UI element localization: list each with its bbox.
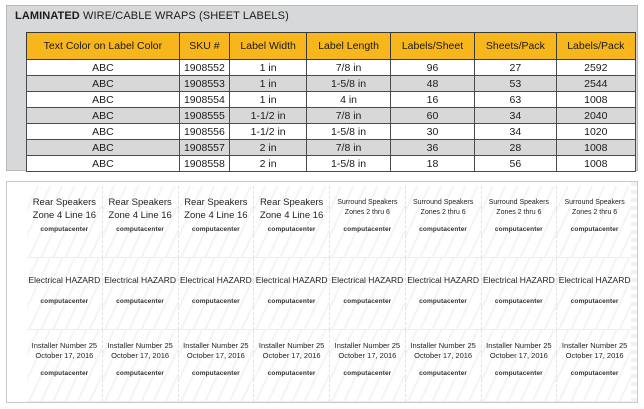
table-cell: 2592 <box>556 60 635 76</box>
label-line-1: Installer Number 25 <box>334 341 401 350</box>
label-line-1: Surround Speakers <box>412 199 474 206</box>
sample-label <box>179 330 255 402</box>
label-sheet <box>6 181 638 403</box>
label-line-2: Zone 4 Line 16 <box>184 210 248 221</box>
table-cell: 34 <box>475 108 556 124</box>
label-line-1: Surround Speakers <box>564 199 625 206</box>
table-cell: 2544 <box>556 76 635 92</box>
label-text <box>27 196 102 222</box>
table-row <box>27 140 636 156</box>
table-cell: 1908553 <box>179 76 229 92</box>
label-text <box>557 198 632 218</box>
label-line-1: Electrical HAZARD <box>28 275 101 285</box>
brand-text: computacenter <box>494 298 543 305</box>
brand-text: computacenter <box>570 226 619 233</box>
table-cell: 7/8 in <box>307 60 391 76</box>
table-cell: 1908556 <box>179 124 229 140</box>
sample-label <box>254 330 330 402</box>
table-cell: 1908557 <box>179 140 229 156</box>
table-row <box>27 108 636 124</box>
sample-label <box>27 186 103 258</box>
sample-label <box>406 330 482 402</box>
label-line-2: Zones 2 thru 6 <box>344 209 390 216</box>
table-cell: 1008 <box>556 92 635 108</box>
column-header: Label Width <box>230 33 307 60</box>
label-text <box>179 274 254 287</box>
column-header: Label Length <box>307 33 391 60</box>
column-header: Sheets/Pack <box>475 33 556 60</box>
brand-text: computacenter <box>191 298 240 305</box>
label-text <box>254 341 329 361</box>
table-cell: 1 in <box>230 92 307 108</box>
sample-label <box>330 330 406 402</box>
brand-text: computacenter <box>419 370 468 377</box>
label-line-1: Rear Speakers <box>259 197 324 208</box>
table-cell: 1908552 <box>179 60 229 76</box>
brand-text: computacenter <box>40 298 89 305</box>
table-cell: 30 <box>390 124 474 140</box>
label-line-2: October 17, 2016 <box>489 351 548 360</box>
sample-label <box>254 186 330 258</box>
brand-text: computacenter <box>419 226 468 233</box>
label-text <box>330 341 405 361</box>
table-cell: 48 <box>390 76 474 92</box>
label-text <box>557 274 632 287</box>
sample-label <box>557 330 633 402</box>
brand-text: computacenter <box>419 298 468 305</box>
label-line-2: October 17, 2016 <box>414 351 473 360</box>
table-cell: 1008 <box>556 156 635 172</box>
panel-title-bold: LAMINATED <box>15 10 80 22</box>
sample-label <box>406 186 482 258</box>
sample-label <box>482 330 558 402</box>
table-cell: 96 <box>390 60 474 76</box>
label-line-2: October 17, 2016 <box>186 351 245 360</box>
sample-label <box>254 258 330 330</box>
brand-text: computacenter <box>343 298 392 305</box>
label-line-1: Installer Number 25 <box>258 341 325 350</box>
label-line-1: Electrical HAZARD <box>255 275 328 285</box>
table-cell: 4 in <box>307 92 391 108</box>
table-cell: 1008 <box>556 140 635 156</box>
table-cell: 1-5/8 in <box>307 76 391 92</box>
label-line-1: Electrical HAZARD <box>407 275 480 285</box>
brand-text: computacenter <box>343 226 392 233</box>
label-line-1: Electrical HAZARD <box>558 275 631 285</box>
table-cell: 28 <box>475 140 556 156</box>
table-cell: 63 <box>475 92 556 108</box>
label-text <box>27 274 102 287</box>
table-cell: 56 <box>475 156 556 172</box>
label-line-1: Installer Number 25 <box>31 341 98 350</box>
brand-text: computacenter <box>116 226 165 233</box>
sample-label <box>103 186 179 258</box>
label-text <box>406 198 481 218</box>
table-cell: ABC <box>27 108 180 124</box>
table-cell: 34 <box>475 124 556 140</box>
label-line-1: Electrical HAZARD <box>179 275 252 285</box>
table-row <box>27 124 636 140</box>
table-cell: 1-1/2 in <box>230 124 307 140</box>
label-text <box>179 341 254 361</box>
sample-label <box>103 258 179 330</box>
sample-label <box>406 258 482 330</box>
label-line-1: Electrical HAZARD <box>331 275 404 285</box>
label-line-1: Installer Number 25 <box>410 341 476 350</box>
sample-label <box>482 186 558 258</box>
brand-text: computacenter <box>494 226 543 233</box>
table-cell: ABC <box>27 60 180 76</box>
sample-label <box>482 258 558 330</box>
table-cell: 1-5/8 in <box>307 156 391 172</box>
table-cell: ABC <box>27 140 180 156</box>
label-grid <box>27 186 633 402</box>
table-header-row <box>27 33 636 60</box>
sample-label <box>27 258 103 330</box>
table-cell: 1 in <box>230 76 307 92</box>
sample-label <box>179 258 255 330</box>
table-cell: 18 <box>390 156 474 172</box>
label-text <box>330 274 405 287</box>
brand-text: computacenter <box>40 226 89 233</box>
label-line-2: Zones 2 thru 6 <box>572 209 618 216</box>
table-cell: ABC <box>27 124 180 140</box>
label-line-2: October 17, 2016 <box>35 351 94 360</box>
label-line-1: Electrical HAZARD <box>482 275 555 285</box>
label-text <box>482 198 557 218</box>
label-line-2: Zone 4 Line 16 <box>32 210 97 221</box>
table-cell: 7/8 in <box>307 108 391 124</box>
table-cell: 1908555 <box>179 108 229 124</box>
table-cell: 16 <box>390 92 474 108</box>
sample-label <box>557 258 633 330</box>
table-cell: 1-5/8 in <box>307 124 391 140</box>
label-text <box>330 198 405 218</box>
table-cell: ABC <box>27 92 180 108</box>
panel-title-rest: WIRE/CABLE WRAPS (SHEET LABELS) <box>79 10 289 22</box>
brand-text: computacenter <box>116 298 165 305</box>
table-body <box>27 60 636 172</box>
label-text <box>103 341 178 361</box>
label-text <box>482 341 557 361</box>
table-cell: 2040 <box>556 108 635 124</box>
sample-label <box>330 186 406 258</box>
label-text <box>254 196 329 222</box>
label-line-1: Installer Number 25 <box>486 341 552 350</box>
label-text <box>103 274 178 287</box>
label-text <box>482 274 557 287</box>
label-line-2: October 17, 2016 <box>262 351 321 360</box>
label-line-1: Surround Speakers <box>337 199 398 206</box>
table-cell: 2 in <box>230 140 307 156</box>
label-line-2: Zones 2 thru 6 <box>496 209 542 216</box>
brand-text: computacenter <box>191 370 240 377</box>
sample-label <box>179 186 255 258</box>
brand-text: computacenter <box>570 298 619 305</box>
label-line-1: Installer Number 25 <box>183 341 249 350</box>
label-line-1: Rear Speakers <box>108 197 172 208</box>
brand-text: computacenter <box>343 370 392 377</box>
brand-text: computacenter <box>267 298 316 305</box>
table-cell: 1-1/2 in <box>230 108 307 124</box>
table-cell: ABC <box>27 76 180 92</box>
brand-text: computacenter <box>40 370 89 377</box>
spec-table <box>26 32 636 172</box>
table-cell: 60 <box>390 108 474 124</box>
label-text <box>254 274 329 287</box>
label-line-1: Installer Number 25 <box>107 341 173 350</box>
label-text <box>103 196 178 222</box>
table-row <box>27 156 636 172</box>
table-cell: 2 in <box>230 156 307 172</box>
label-line-1: Rear Speakers <box>184 197 248 208</box>
label-line-1: Installer Number 25 <box>561 341 628 350</box>
table-cell: 53 <box>475 76 556 92</box>
label-line-2: October 17, 2016 <box>565 351 624 360</box>
brand-text: computacenter <box>267 370 316 377</box>
table-row <box>27 76 636 92</box>
table-cell: 1908558 <box>179 156 229 172</box>
sample-label <box>103 330 179 402</box>
label-text <box>557 341 632 361</box>
label-line-1: Surround Speakers <box>488 199 550 206</box>
label-line-1: Rear Speakers <box>32 197 97 208</box>
table-row <box>27 92 636 108</box>
brand-text: computacenter <box>267 226 316 233</box>
column-header: Labels/Pack <box>556 33 635 60</box>
column-header: Labels/Sheet <box>390 33 474 60</box>
table-cell: 36 <box>390 140 474 156</box>
label-line-2: Zones 2 thru 6 <box>420 209 466 216</box>
brand-text: computacenter <box>191 226 240 233</box>
brand-text: computacenter <box>494 370 543 377</box>
table-cell: 27 <box>475 60 556 76</box>
spec-panel <box>6 5 638 171</box>
table-cell: 1908554 <box>179 92 229 108</box>
table-cell: 1020 <box>556 124 635 140</box>
label-text <box>27 341 102 361</box>
column-header: Text Color on Label Color <box>27 33 180 60</box>
brand-text: computacenter <box>570 370 619 377</box>
sample-label <box>27 330 103 402</box>
panel-title <box>15 10 289 22</box>
sample-label <box>330 258 406 330</box>
label-line-2: October 17, 2016 <box>111 351 170 360</box>
label-line-2: Zone 4 Line 16 <box>108 210 172 221</box>
table-cell: 7/8 in <box>307 140 391 156</box>
table-row <box>27 60 636 76</box>
column-header: SKU # <box>179 33 229 60</box>
label-line-2: Zone 4 Line 16 <box>259 210 324 221</box>
label-text <box>406 274 481 287</box>
label-line-1: Electrical HAZARD <box>104 275 177 285</box>
label-text <box>179 196 254 222</box>
label-text <box>406 341 481 361</box>
brand-text: computacenter <box>116 370 165 377</box>
sheet-edge <box>631 182 638 403</box>
table-cell: 1 in <box>230 60 307 76</box>
label-line-2: October 17, 2016 <box>338 351 397 360</box>
sample-label <box>557 186 633 258</box>
table-cell: ABC <box>27 156 180 172</box>
